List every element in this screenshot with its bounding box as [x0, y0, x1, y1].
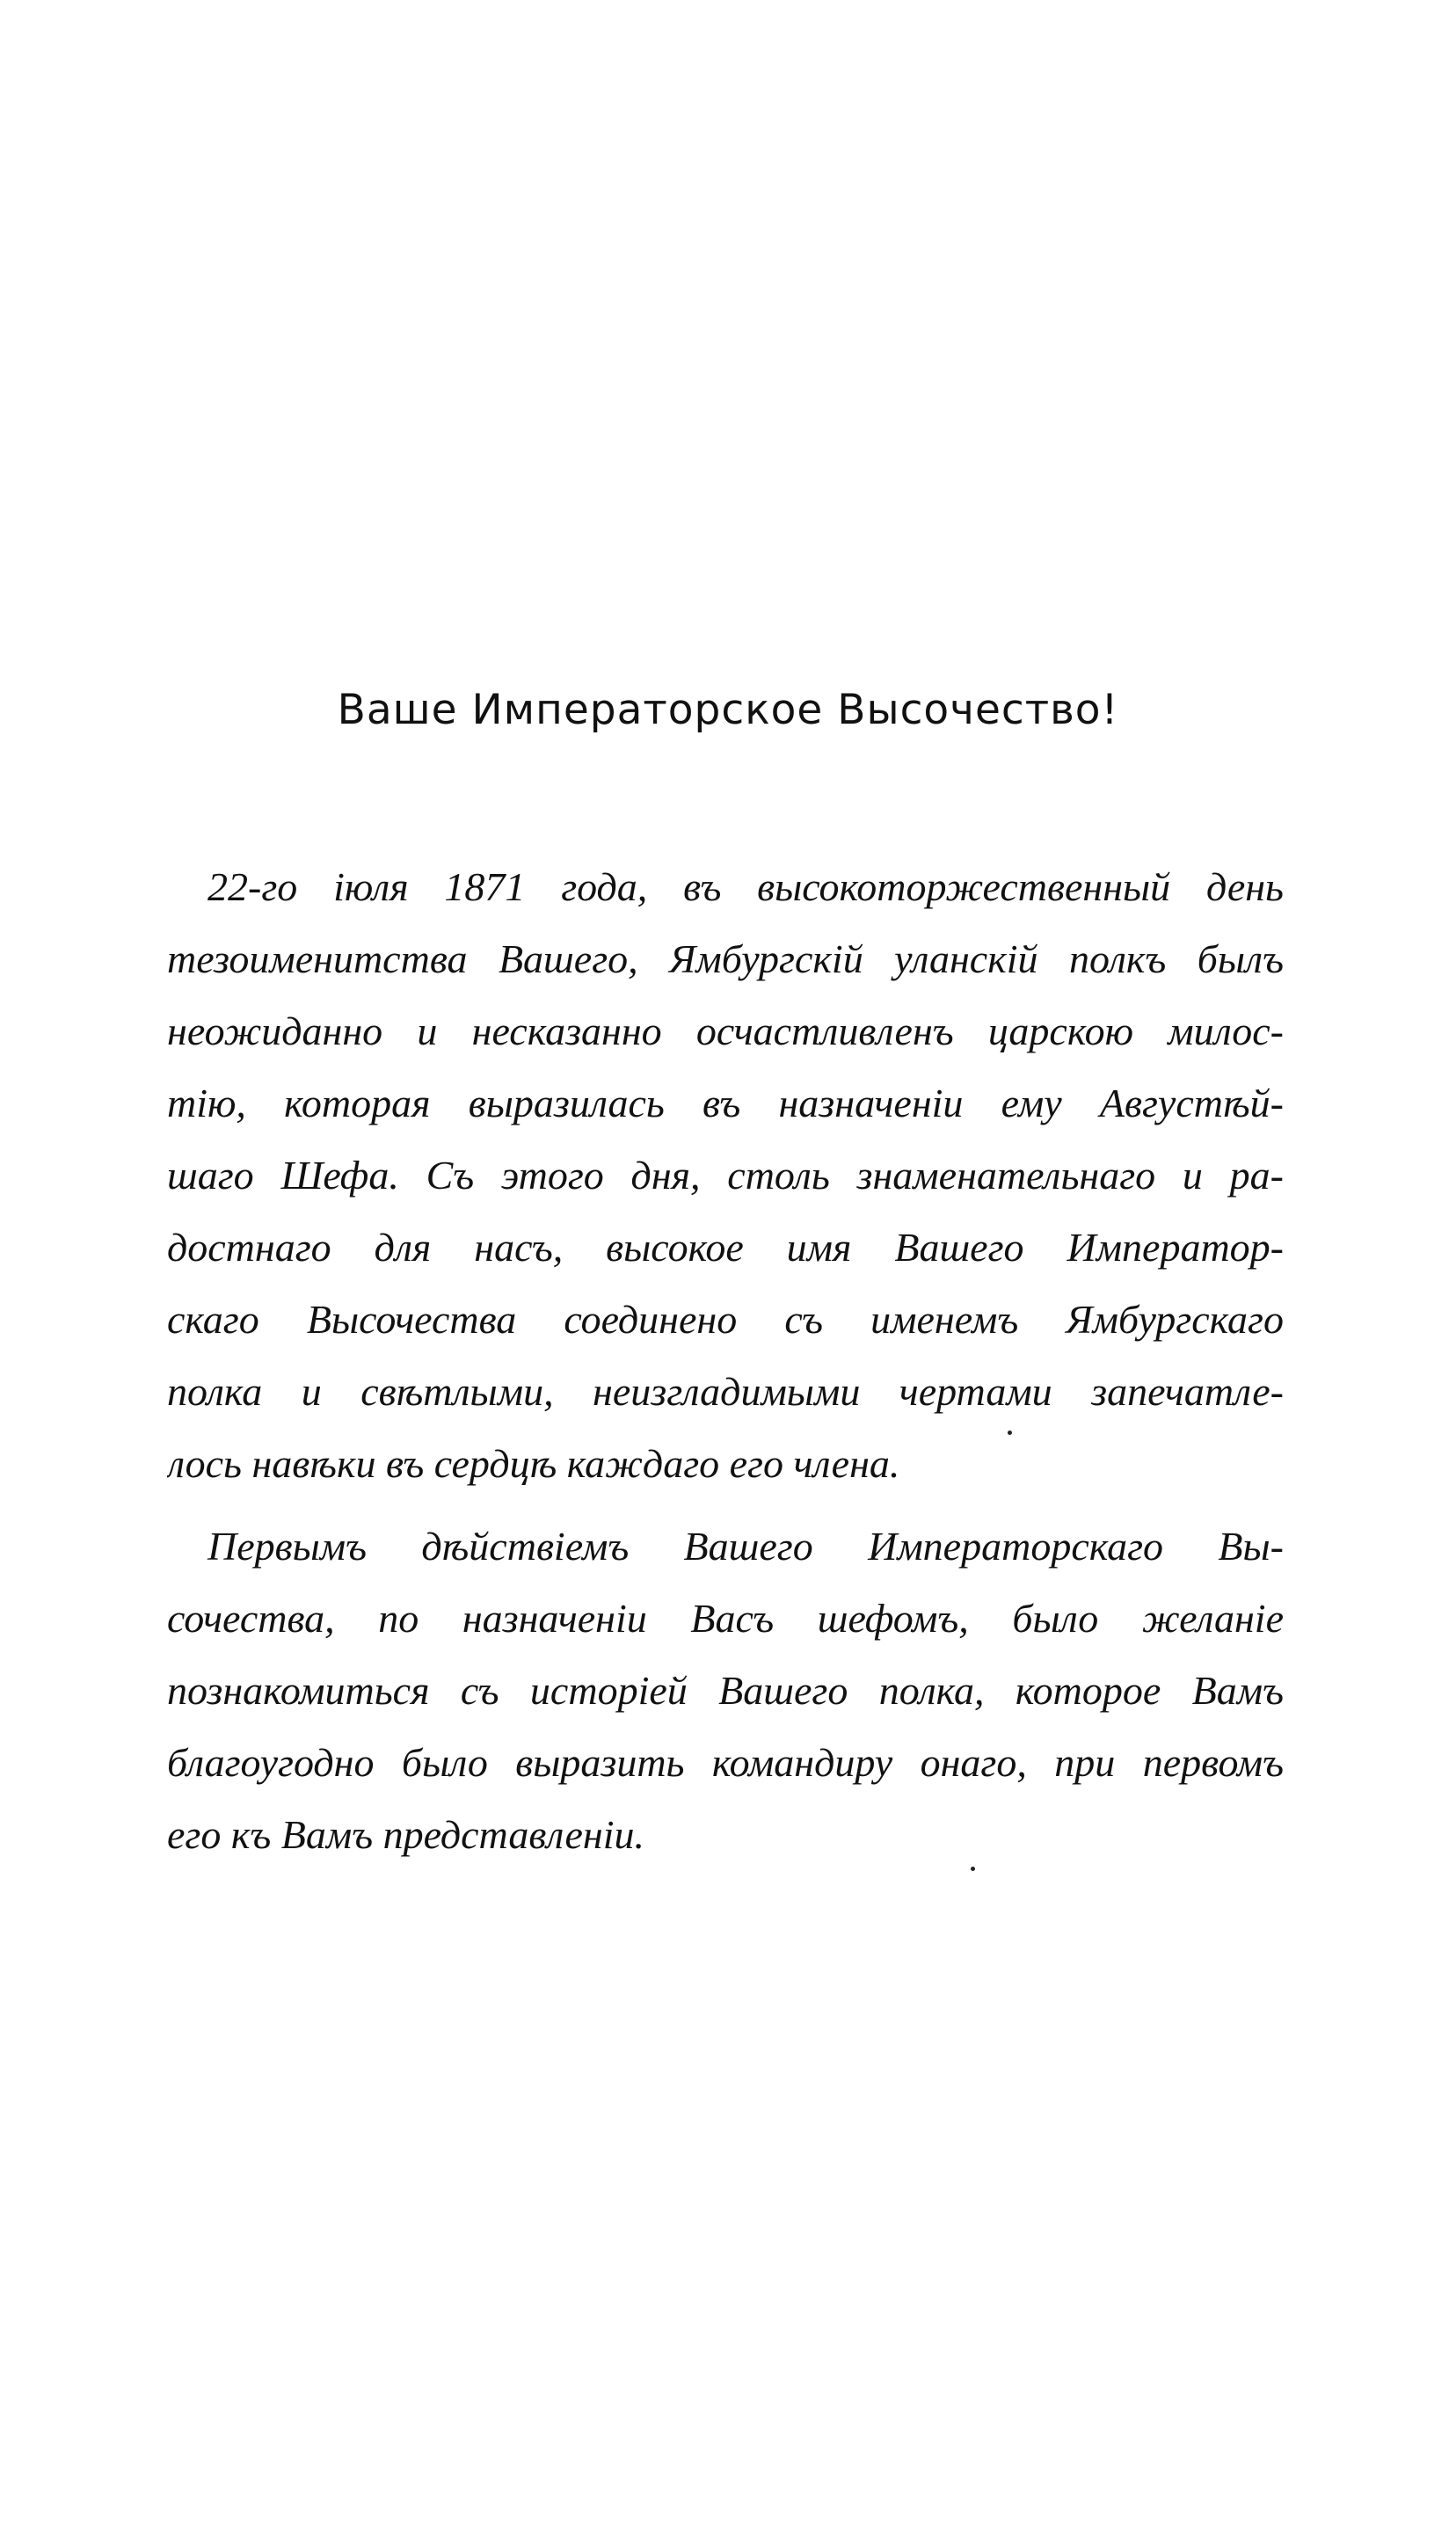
text-line: скаго Высочества соединено съ именемъ Ямбургскаго [167, 1297, 1284, 1342]
text-line: его къ Вамъ представленiи. [167, 1812, 645, 1857]
paragraph-2 [167, 1511, 1284, 1871]
print-speck [971, 1867, 975, 1871]
print-speck [1008, 1431, 1012, 1435]
text-line: полка и свѣтлыми, неизгладимыми чертами запечатле- [167, 1369, 1284, 1414]
paragraph-spacer [167, 1500, 1284, 1511]
paragraph-1 [167, 851, 1284, 1500]
text-line: сочества, по назначенiи Васъ шефомъ, было желанiе [167, 1596, 1284, 1641]
text-line: лось навѣки въ сердцѣ каждаго его члена. [167, 1441, 900, 1486]
text-line: тiю, которая выразилась въ назначенiи ему Августѣй- [167, 1081, 1284, 1125]
text-line: Первымъ дѣйствiемъ Вашего Императорскаго Вы- [207, 1524, 1284, 1569]
text-line: неожиданно и несказанно осчастливленъ царскою милос- [167, 1008, 1284, 1053]
text-line: шаго Шефа. Съ этого дня, столь знаменательнаго и ра- [167, 1153, 1284, 1198]
text-line: тезоименитства Вашего, Ямбургскiй уланскiй полкъ былъ [167, 936, 1284, 981]
page-heading: Ваше Императорское Высочество! [337, 686, 1119, 734]
text-line: 22-го iюля 1871 года, въ высокоторжественный день [207, 864, 1284, 909]
text-line: благоугодно было выразить командиру онаго, при первомъ [167, 1740, 1284, 1785]
letter-body [167, 851, 1284, 1871]
text-line: достнаго для насъ, высокое имя Вашего Император- [167, 1225, 1284, 1270]
text-line: познакомиться съ исторiей Вашего полка, которое Вамъ [167, 1668, 1284, 1713]
